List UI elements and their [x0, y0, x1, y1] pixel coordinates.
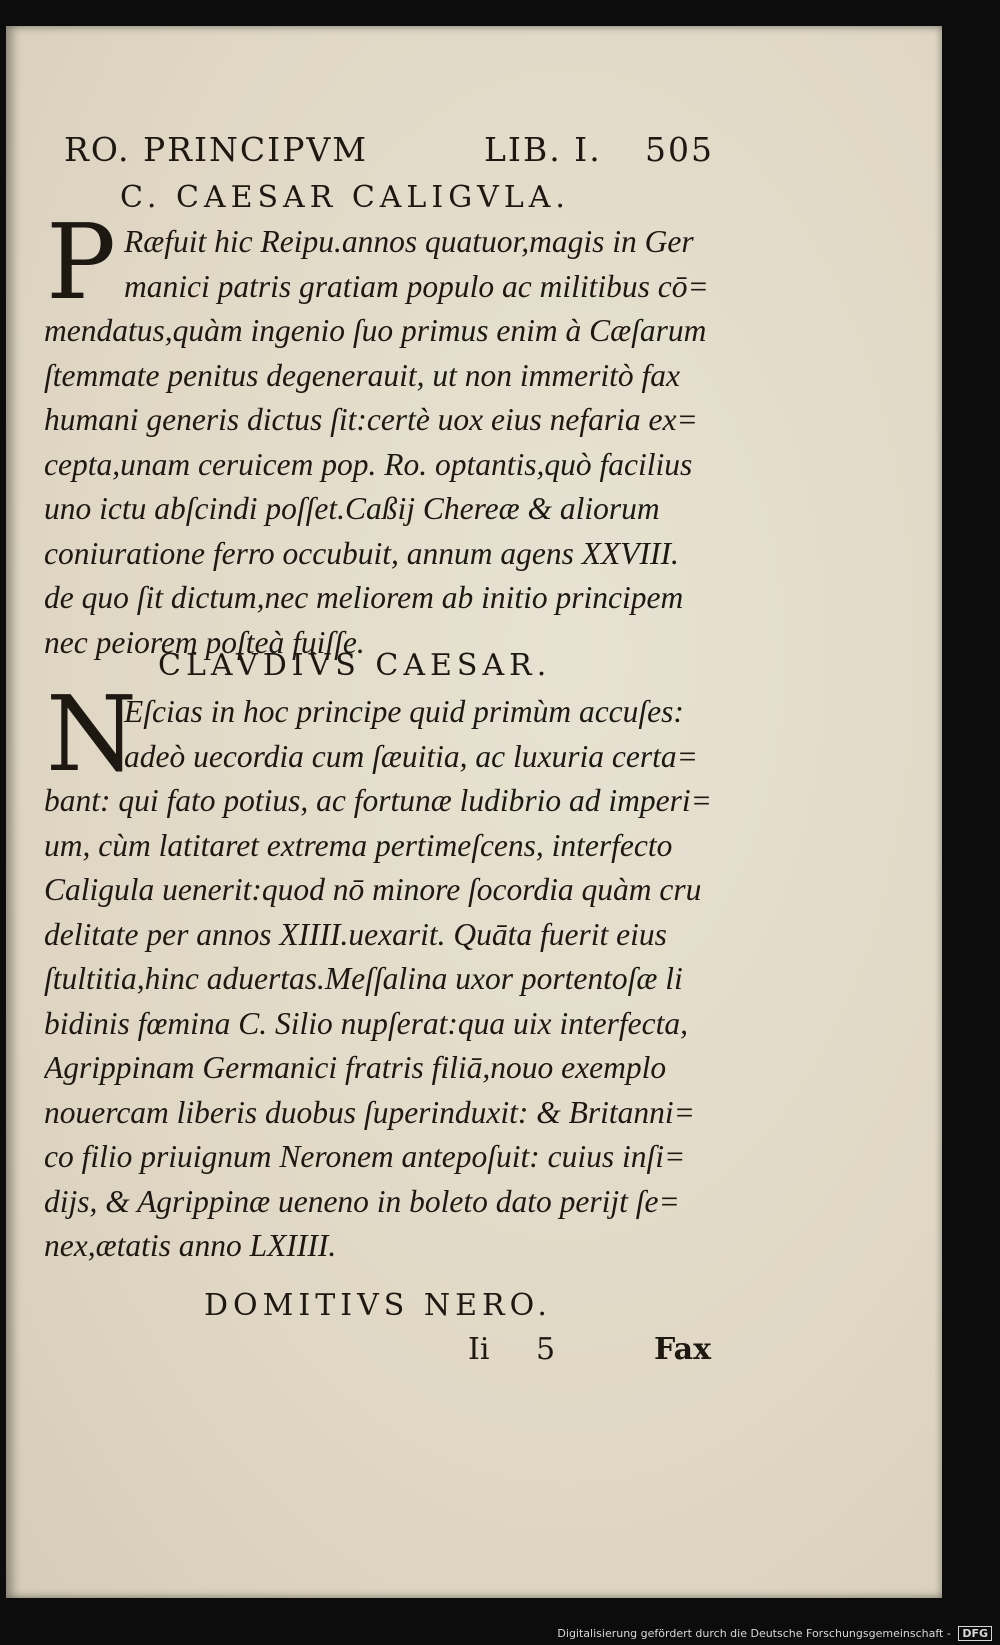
text-line: ſtemmate penitus degenerauit, ut non immeritò fax	[44, 357, 681, 393]
drop-cap-n: N	[46, 673, 137, 795]
text-line: Agrippinam Germanici fratris filiā,nouo exemplo	[44, 1050, 667, 1085]
text-line: adeò uecordia cum ſæuitia, ac luxuria certa=	[124, 738, 698, 774]
section-heading-caligula: C. CAESAR CALIGVLA.	[120, 180, 570, 215]
running-head	[64, 130, 714, 174]
text-line: uno ictu abſcindi poſſet.Caßij Chereæ & aliorum	[44, 491, 660, 526]
text-line: Caligula uenerit:quod nō minore ſocordia quàm cru	[44, 872, 702, 907]
section-text-claudius	[44, 673, 714, 1269]
signature-number: 5	[536, 1332, 556, 1367]
text-line: Ræfuit hic Reipu.annos quatuor,magis in Ger	[124, 224, 694, 259]
signature-mark: Ii	[468, 1332, 490, 1367]
catchword: Fax	[654, 1332, 711, 1367]
drop-cap-p: P	[46, 201, 116, 323]
running-head-book: LIB. I.	[484, 130, 602, 169]
text-line: humani generis dictus ſit:certè uox eius nefaria ex=	[44, 402, 698, 437]
text-line: um, cùm latitaret extrema pertimeſcens, interfecto	[44, 827, 673, 863]
credit-text: Digitalisierung gefördert durch die Deutsche Forschungsgemeinschaft -	[557, 1627, 951, 1640]
text-line: mendatus,quàm ingenio ſuo primus enim à Cæſarum	[44, 313, 707, 348]
digitization-credit	[557, 1626, 992, 1641]
text-line: Eſcias in hoc principe quid primùm accuſes:	[124, 694, 684, 729]
text-line: bant: qui fato potius, ac fortunæ ludibrio ad imperi=	[44, 783, 712, 818]
running-head-title: RO. PRINCIPVM	[64, 130, 369, 169]
text-line: nec peiorem poſteà fuiſſe.	[44, 624, 365, 660]
section-text-caligula	[44, 220, 714, 665]
text-line: bidinis fœmina C. Silio nupſerat:qua uix interfecta,	[44, 1005, 688, 1041]
text-line: de quo ſit dictum,nec meliorem ab initio principem	[44, 580, 684, 615]
text-line: ſtultitia,hinc aduertas.Meſſalina uxor portentoſæ li	[44, 961, 683, 996]
text-line: dijs, & Agrippinæ ueneno in boleto dato perijt ſe=	[44, 1183, 680, 1219]
text-line: nouercam liberis duobus ſuperinduxit: & Britanni=	[44, 1094, 695, 1130]
text-line: delitate per annos XIIII.uexarit. Quāta fuerit eius	[44, 916, 667, 952]
text-line: coniuratione ferro occubuit, annum agens XXVIII.	[44, 535, 679, 571]
section-heading-nero: DOMITIVS NERO.	[204, 1288, 552, 1323]
text-line: co filio priuignum Neronem antepoſuit: cuius inſi=	[44, 1139, 686, 1174]
text-line: cepta,unam ceruicem pop. Ro. optantis,quò facilius	[44, 446, 693, 482]
page-number: 505	[645, 130, 714, 169]
book-page	[6, 26, 942, 1598]
dfg-logo: DFG	[958, 1626, 992, 1641]
text-line: manici patris gratiam populo ac militibus cō=	[124, 268, 709, 304]
section-heading-claudius: CLAVDIVS CAESAR.	[158, 648, 552, 683]
text-line: nex,ætatis anno LXIIII.	[44, 1228, 337, 1263]
